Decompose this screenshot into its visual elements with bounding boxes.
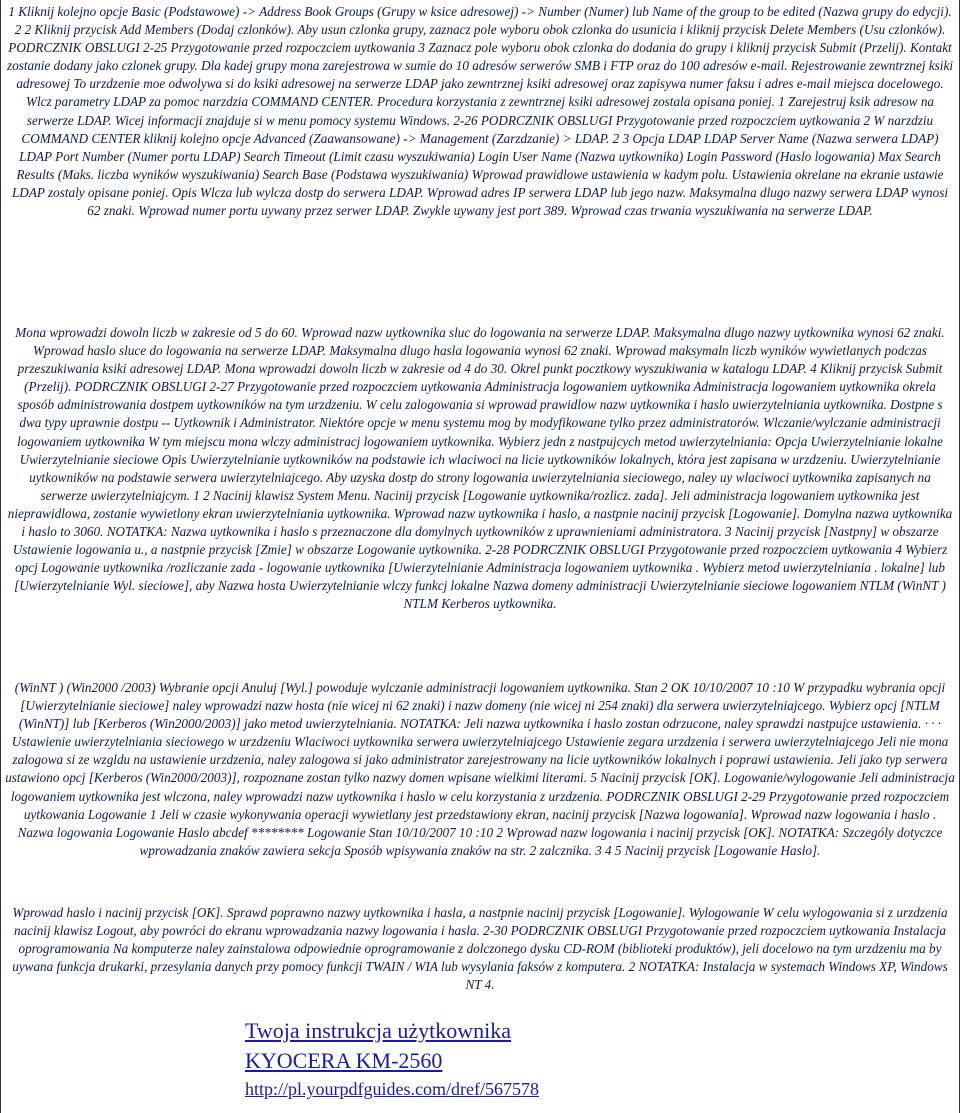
manual-url-link[interactable]: http://pl.yourpdfguides.com/dref/567578: [245, 1079, 539, 1099]
manual-title-link[interactable]: Twoja instrukcja użytkownika: [245, 1018, 512, 1043]
paragraph-1: 1 Kliknij kolejno opcje Basic (Podstawowe) -> Address Book Groups (Grupy w ksice adresowej) -> Number (Numer) lub Name of the group to be edited (Nazwa grupy do edycji). 2 2 Kliknij przycisk Add Members (Dodaj czlonków). Aby usun czlonka grupy, zaznacz pole wyboru obok czlonka do usunicia i kliknij przycisk Delete Members (Usu czlonków). PODRCZNIK OBSLUGI 2-25 Przygotowanie przed rozpoczciem uytkowania 3 Zaznacz pole wyboru obok czlonka do dodania do grupy i kliknij przycisk Submit (Przelij). Kontakt zostanie dodany jako czlonek grupy. Dla kadej grupy mona zarejestrowa w sumie do 10 adresów serwerów SMB i FTP oraz do 100 adresów e-mail. Rejestrowanie zewntrznej ksiki adresowej To urzdzenie moe odwolywa si do ksiki adresowej na serwerze LDAP jako zewntrznej ksiki adresowej oraz zapisywa numer faksu i adres e-mail miejsca docelowego. Wlcz parametry LDAP za pomoc narzdzia COMMAND CENTER. Procedura korzystania z zewntrznej ksiki adresowej zostala opisana poniej. 1 Zarejestruj ksik adresow na serwerze LDAP. Wicej informacji znajduje si w menu pomocy systemu Windows. 2-26 PODRCZNIK OBSLUGI Przygotowanie przed rozpoczciem uytkowania 2 W narzdziu COMMAND CENTER kliknij kolejno opcje Advanced (Zaawansowane) -> Management (Zarzdzanie) > LDAP. 2 3 Opcja LDAP LDAP Server Name (Nazwa serwera LDAP) LDAP Port Number (Numer portu LDAP) Search Timeout (Limit czasu wyszukiwania) Login User Name (Nazwa uytkownika) Login Password (Haslo logowania) Max Search Results (Maks. liczba wyników wyszukiwania) Search Base (Podstawa wyszukiwania) Wprowad prawidlowe ustawienia w kadym polu. Ustawienia okrelane na ekranie ustawie LDAP zostaly opisane poniej. Opis Wlcza lub wylcza dostp do serwera LDAP. Wprowad adres IP serwera LDAP lub jego nazw. Maksymalna dlugo nazwy serwera LDAP wynosi 62 znaki. Wprowad numer portu uywany przez serwer LDAP. Zwykle uywany jest port 389. Wprowad czas trwania wyszukiwania na serwerze LDAP.: [6, 4, 953, 219]
product-name-link[interactable]: KYOCERA KM-2560: [245, 1048, 443, 1073]
paragraph-3: (WinNT ) (Win2000 /2003) Wybranie opcji Anuluj [Wyl.] powoduje wylczanie administracji logowaniem uytkownika. Stan 2 OK 10/10/2007 10 :10 W przypadku wybrania opcji [Uwierzytelnianie sieciowe] naley wprowadzi nazw hosta (nie wicej ni 62 znaki) i nazw domeny (nie wicej ni 254 znaki) dla serwera uwierzytelniajcego. Wybierz opcj [NTLM (WinNT)] lub [Kerberos (Win2000/2003)] jako metod uwierzytelniania. NOTATKA: Jeli nazwa uytkownika i haslo zostan odrzucone, naley sprawdzi nastpujce ustawienia. · · · Ustawienie uwierzytelniania sieciowego w urzdzeniu Wlaciwoci uytkownika serwera uwierzytelniajcego Ustawienie zegara urzdzenia i serwera uwierzytelniajcego Jeli nie mona zalogowa si ze wzgldu na ustawienie urzdzenia, naley zalogowa si jako administrator zarejestrowany na licie uytkowników lokalnych i poprawi ustawienia. Jeli jako typ serwera ustawiono opcj [Kerberos (Win2000/2003)], rozpoznane zostan tylko nazwy domen wpisane wielkimi literami. 5 Nacinij przycisk [OK]. Logowanie/wylogowanie Jeli administracja logowaniem uytkownika jest wlczona, naley wprowadzi nazw uytkownika i haslo w celu korzystania z urzdzenia. PODRCZNIK OBSLUGI 2-29 Przygotowanie przed rozpoczciem uytkowania Logowanie 1 Jeli w czasie wykonywania operacji wywietlany jest przedstawiony ekran, nacinij przycisk [Nazwa logowania]. Wprowad nazw logowania i haslo . Nazwa logowania Logowanie Haslo abcdef ******** Logowanie Stan 10/10/2007 10 :10 2 Wprowad nazw logowania i nacinij przycisk [OK]. NOTATKA: Szczególy dotyczce wprowadzania znaków zawiera sekcja Sposób wpisywania znaków na str. 2 zalcznika. 3 4 5 Nacinij przycisk [Logowanie Haslo].: [5, 680, 955, 858]
footer-links: [245, 1016, 765, 1102]
paragraph-4: Wprowad haslo i nacinij przycisk [OK]. Sprawd poprawno nazwy uytkownika i hasla, a nastpnie nacinij przycisk [Logowanie]. Wylogowanie W celu wylogowania si z urzdzenia nacinij klawisz Logout, aby powróci do ekranu wprowadzania nazwy logowania i hasla. 2-30 PODRCZNIK OBSLUGI Przygotowanie przed rozpoczciem uytkowania Instalacja oprogramowania Na komputerze naley zainstalowa odpowiednie oprogramowanie z dolczonego dysku CD-ROM (biblioteki produktów), jeli docelowo na tym urzdzeniu ma by uywana funkcja drukarki, przesylania danych przy pomocy funkcji TWAIN / WIA lub wysylania faksów z komputera. 2 NOTATKA: Instalacja w systemach Windows XP, Windows NT 4.: [12, 905, 948, 993]
paragraph-2: Mona wprowadzi dowoln liczb w zakresie od 5 do 60. Wprowad nazw uytkownika sluc do logowania na serwerze LDAP. Maksymalna dlugo nazwy uytkownika wynosi 62 znaki. Wprowad haslo sluce do logowania na serwerze LDAP. Maksymalna dlugo hasla logowania wynosi 62 znaki. Wprowad maksymaln liczb wyników wywietlanych podczas przeszukiwania ksiki adresowej LDAP. Mona wprowadzi dowoln liczb w zakresie od 4 do 30. Okrel punkt pocztkowy wyszukiwania w katalogu LDAP. 4 Kliknij przycisk Submit (Przelij). PODRCZNIK OBSLUGI 2-27 Przygotowanie przed rozpoczciem uytkowania Administracja logowaniem uytkownika Administracja logowaniem uytkownika okrela sposób administrowania dostpem uytkowników na tym urzdzeniu. W celu zalogowania si wprowad prawidlow nazw uytkownika i haslo uwierzytelniania uytkownika. Dostpne s dwa typy uprawnie dostpu -- Uytkownik i Administrator. Niektóre opcje w menu systemu mog by modyfikowane tylko przez administratorów. Wlczanie/wylczanie administracji logowaniem uytkownika W tym miejscu mona wlczy administracj logowaniem uytkownika. Wybierz jedn z nastpujcych metod uwierzytelniania: Opcja Uwierzytelnianie lokalne Uwierzytelnianie sieciowe Opis Uwierzytelnianie uytkowników na podstawie ich wlaciwoci na licie uytkowników lokalnych, która jest zapisana w urzdzeniu. Uwierzytelnianie uytkowników na podstawie serwera uwierzytelniajcego. Aby uzyska dostp do strony logowania uwierzytelniania sieciowego, naley uy wlaciwoci uytkownika zapisanych na serwerze uwierzytelniajcym. 1 2 Nacinij klawisz System Menu. Nacinij przycisk [Logowanie uytkownika/rozlicz. zada]. Jeli administracja logowaniem uytkownika jest nieprawidlowa, zostanie wywietlony ekran uwierzytelniania uytkownika. Wprowad nazw uytkownika i haslo, a nastpnie nacinij przycisk [Logowanie]. Domylna nazwa uytkownika i haslo to 3060. NOTATKA: Nazwa uytkownika i haslo s przeznaczone dla domylnych uytkowników z uprawnieniami administratora. 3 Nacinij przycisk [Nastpny] w obszarze Ustawienie logowania u., a nastpnie przycisk [Zmie] w obszarze Logowanie uytkownika. 2-28 PODRCZNIK OBSLUGI Przygotowanie przed rozpoczciem uytkowania 4 Wybierz opcj Logowanie uytkownika /rozliczanie zada - logowanie uytkownika [Uwierzytelnianie Administracja logowaniem uytkownika . Wybierz metod uwierzytelniania . lokalne] lub [Uwierzytelnianie Wyl. sieciowe], aby Nazwa hosta Uwierzytelnianie wlczy funkcj lokalne Nazwa domeny administracji Uwierzytelnianie sieciowe logowaniem NTLM (WinNT ) NTLM Kerberos uytkownika.: [7, 325, 953, 612]
